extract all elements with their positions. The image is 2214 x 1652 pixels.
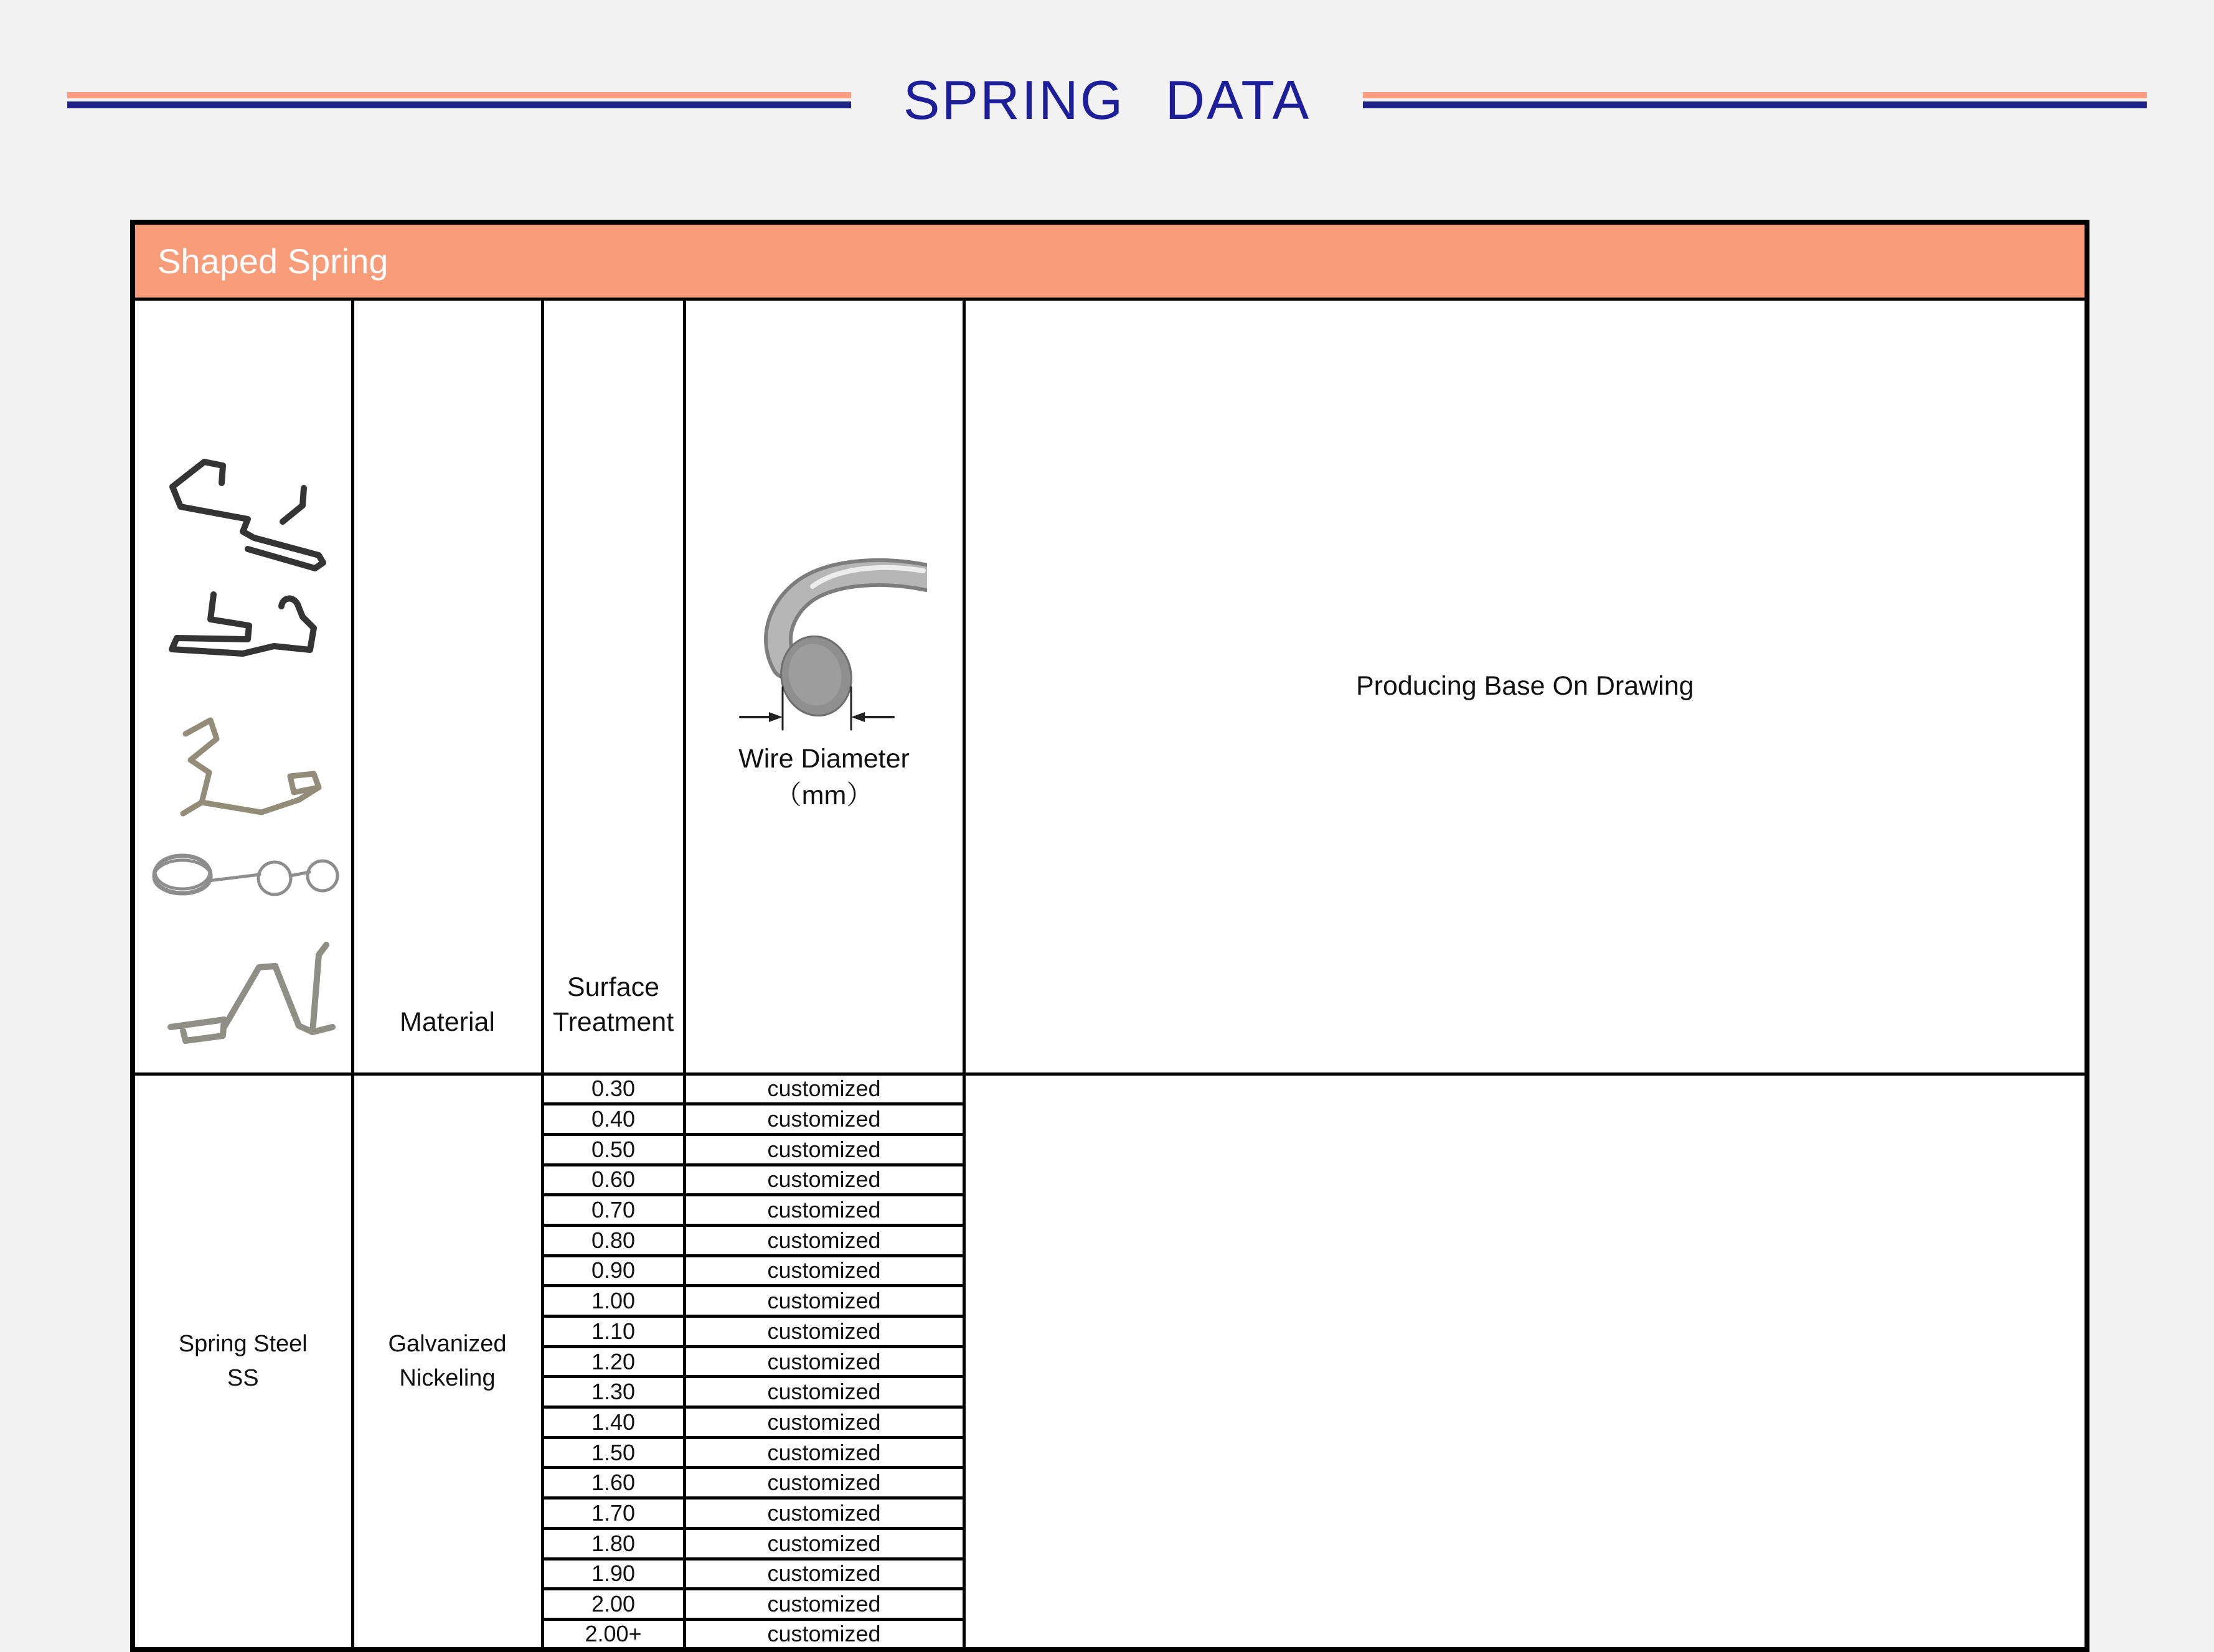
page-title: SPRING DATA: [903, 69, 1311, 131]
spring-photo-2-icon: [149, 589, 336, 673]
masthead: [67, 66, 2147, 134]
spec-table-body: [133, 1074, 2087, 1650]
photo-stack: [136, 301, 351, 1072]
producing-value: customized: [684, 1165, 964, 1195]
producing-value: customized: [684, 1589, 964, 1620]
producing-value: customized: [684, 1407, 964, 1438]
surface-treatment-value: Galvanized Nickeling: [352, 1074, 542, 1650]
producing-value: customized: [684, 1195, 964, 1226]
producing-value: customized: [684, 1437, 964, 1468]
wire-diameter-value: 1.10: [542, 1316, 684, 1347]
table-row: [133, 1074, 2087, 1104]
wire-diameter-value: 1.50: [542, 1437, 684, 1468]
orange-rule: [67, 92, 851, 98]
wire-diameter-label: Wire Diameter （mm）: [738, 744, 910, 810]
producing-value: customized: [684, 1074, 964, 1104]
header-row: [133, 299, 2087, 1074]
wire-diameter-value: 1.70: [542, 1498, 684, 1529]
material-value: Spring Steel SS: [133, 1074, 352, 1650]
producing-value: customized: [684, 1346, 964, 1377]
shaped-spring-spec-table: [130, 220, 2089, 1652]
wire-diameter-value: 1.80: [542, 1528, 684, 1559]
wire-diameter-value: 0.80: [542, 1225, 684, 1255]
decorative-rule-left: [67, 92, 851, 108]
wire-diameter-value: 1.90: [542, 1559, 684, 1589]
wire-diameter-value: 0.60: [542, 1165, 684, 1195]
wire-diameter-value: 1.20: [542, 1346, 684, 1377]
producing-value: customized: [684, 1316, 964, 1347]
producing-value: customized: [684, 1528, 964, 1559]
navy-rule: [67, 101, 851, 108]
producing-value: customized: [684, 1134, 964, 1165]
orange-rule: [1363, 92, 2147, 98]
spring-photo-1-icon: [149, 443, 336, 574]
wire-diameter-value: 1.00: [542, 1286, 684, 1316]
spring-photo-5-icon: [149, 929, 336, 1072]
decorative-rule-right: [1363, 92, 2147, 108]
wire-diameter-header: [684, 299, 964, 1074]
wire-diameter-value: 1.30: [542, 1377, 684, 1407]
product-photos-cell: [133, 299, 352, 1074]
wire-diameter-value: 2.00+: [542, 1619, 684, 1650]
surface-treatment-header: Surface Treatment: [542, 299, 684, 1074]
producing-value: customized: [684, 1377, 964, 1407]
wire-diameter-value: 0.40: [542, 1104, 684, 1135]
producing-value: customized: [684, 1225, 964, 1255]
wire-diameter-value: 2.00: [542, 1589, 684, 1620]
wire-diameter-value: 1.60: [542, 1468, 684, 1498]
producing-value: customized: [684, 1255, 964, 1286]
producing-value: customized: [684, 1286, 964, 1316]
producing-value: customized: [684, 1559, 964, 1589]
producing-header: Producing Base On Drawing: [964, 299, 2087, 1074]
producing-value: customized: [684, 1498, 964, 1529]
section-banner-row: [133, 222, 2087, 299]
wire-diameter-value: 0.70: [542, 1195, 684, 1226]
spring-photo-4-icon: [146, 851, 339, 901]
wire-diameter-value: 1.40: [542, 1407, 684, 1438]
material-header: Material: [352, 299, 542, 1074]
wire-diameter-value: 0.90: [542, 1255, 684, 1286]
producing-value: customized: [684, 1468, 964, 1498]
spring-photo-3-icon: [149, 708, 336, 817]
producing-value: customized: [684, 1104, 964, 1135]
wire-diameter-diagram-icon: [722, 554, 927, 741]
producing-value: customized: [684, 1619, 964, 1650]
wire-diameter-value: 0.30: [542, 1074, 684, 1104]
navy-rule: [1363, 101, 2147, 108]
wire-diameter-value: 0.50: [542, 1134, 684, 1165]
section-title: Shaped Spring: [133, 222, 2087, 299]
